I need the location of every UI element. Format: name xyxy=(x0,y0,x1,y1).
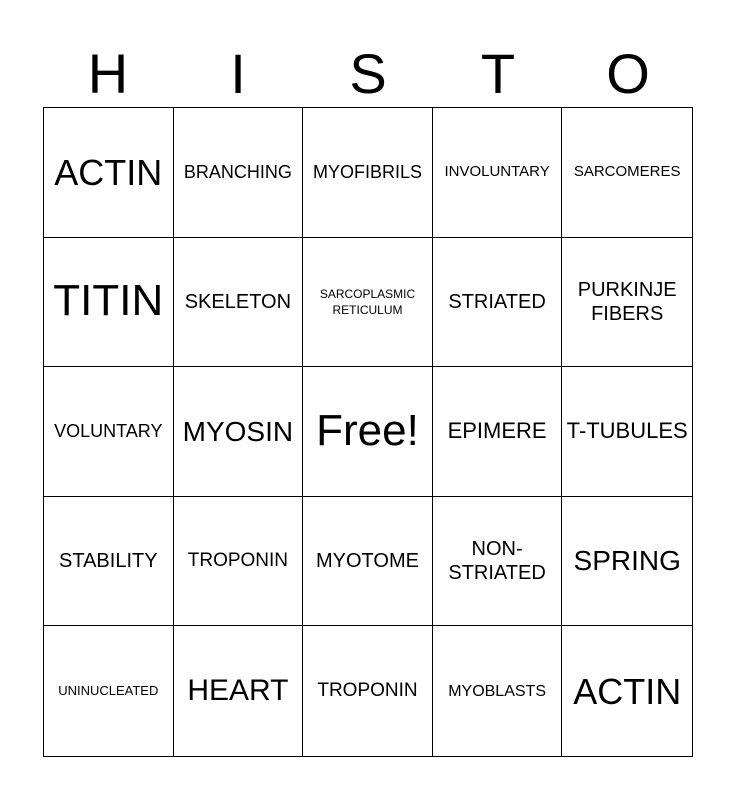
bingo-cell[interactable]: HEART xyxy=(174,626,304,756)
bingo-cell[interactable]: T-TUBULES xyxy=(562,367,692,497)
header-letter-o: O xyxy=(606,42,650,105)
header-letter-s: S xyxy=(349,42,387,105)
bingo-cell[interactable]: PURKINJE FIBERS xyxy=(562,238,692,368)
bingo-cell[interactable]: STABILITY xyxy=(44,497,174,627)
header-letter-t: T xyxy=(480,42,516,105)
bingo-cell[interactable]: ACTIN xyxy=(573,670,682,712)
bingo-cell[interactable]: MYOBLASTS xyxy=(433,626,563,756)
bingo-board xyxy=(43,107,693,757)
bingo-cell[interactable]: EPIMERE xyxy=(433,367,563,497)
bingo-cell[interactable]: SPRING xyxy=(562,497,692,627)
bingo-cell[interactable]: VOLUNTARY xyxy=(44,367,174,497)
bingo-cell[interactable]: MYOFIBRILS xyxy=(303,108,433,238)
bingo-cell[interactable]: MYOTOME xyxy=(303,497,433,627)
bingo-cell[interactable]: UNINUCLEATED xyxy=(44,626,174,756)
bingo-cell[interactable]: MYOSIN xyxy=(174,367,304,497)
bingo-cell[interactable]: NON-STRIATED xyxy=(433,497,563,627)
bingo-cell[interactable]: INVOLUNTARY xyxy=(433,108,563,238)
free-space[interactable]: Free! xyxy=(303,367,433,497)
bingo-cell[interactable]: TROPONIN xyxy=(174,497,304,627)
bingo-cell[interactable]: STRIATED xyxy=(433,238,563,368)
header-letter-i: I xyxy=(230,42,246,105)
header-letter-h: H xyxy=(87,42,129,105)
bingo-cell[interactable]: TITIN xyxy=(44,238,174,368)
bingo-cell[interactable]: TROPONIN xyxy=(303,626,433,756)
bingo-cell[interactable]: ACTIN xyxy=(44,108,174,238)
bingo-header xyxy=(43,40,693,108)
bingo-cell[interactable]: SKELETON xyxy=(174,238,304,368)
bingo-cell[interactable]: SARCOMERES xyxy=(562,108,692,238)
bingo-cell[interactable]: BRANCHING xyxy=(174,108,304,238)
bingo-cell[interactable]: SARCOPLASMIC RETICULUM xyxy=(303,238,433,368)
